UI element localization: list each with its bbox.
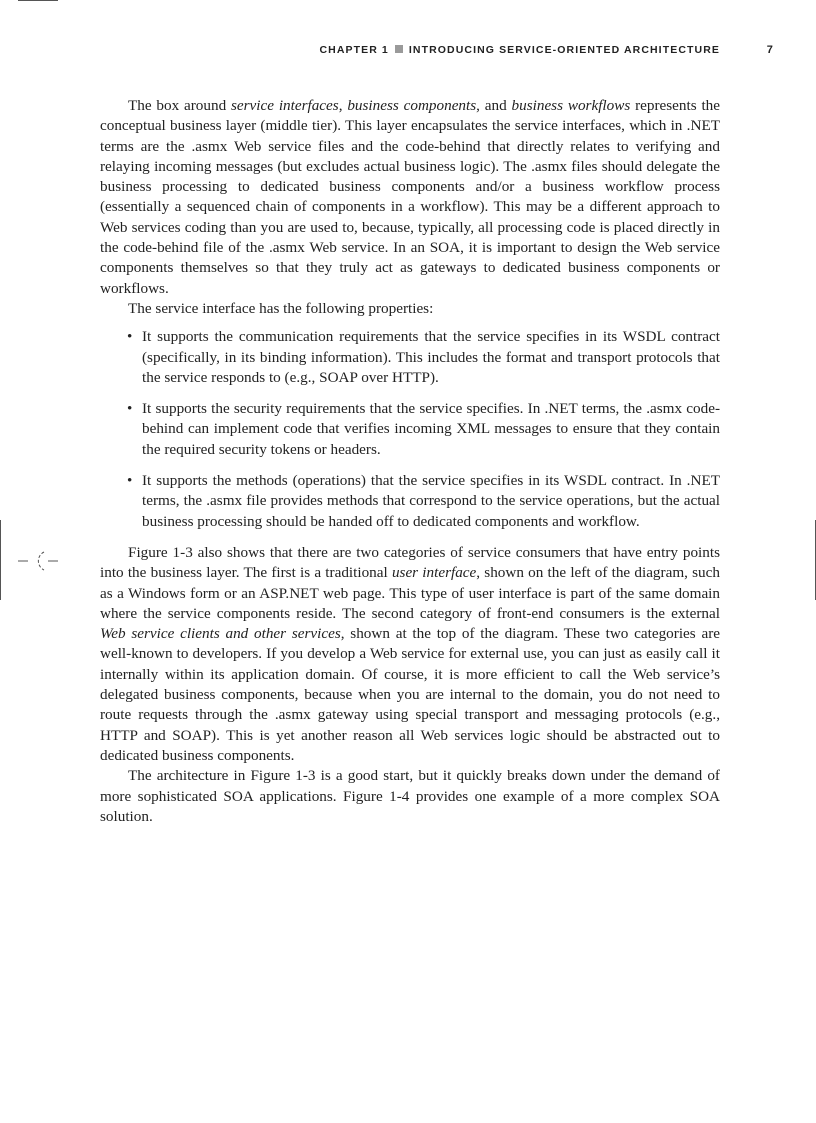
crop-mark-left: [0, 520, 1, 600]
crop-mark-top: [18, 0, 58, 1]
emphasis: user interface: [391, 564, 477, 582]
list-item: [100, 399, 720, 460]
chapter-label: CHAPTER 1: [319, 44, 389, 56]
bullet-icon: •: [127, 400, 133, 418]
list-item-text: It supports the methods (operations) that the service specifies in its WSDL contract. In .NET terms, the .asmx file provides methods that correspond to the service operations, but the actual business processing should be handed off to dedicated components and workflow.: [142, 472, 720, 530]
emphasis: business workflows: [511, 97, 631, 114]
paragraph-1: [100, 96, 720, 299]
page-body: [100, 96, 720, 827]
list-item: [100, 471, 720, 532]
paragraph-4: The architecture in Figure 1-3 is a good start, but it quickly breaks down under the demand of more sophisticated SOA applications. Figure 1-4 provides one example of a more complex SOA solution.: [100, 767, 720, 825]
text-run: , shown at the top of the diagram. These two categories are well-known to developers. If you develop a Web service for external use, you can just as easily call it internally within its application domain. Of course, it is more efficient to call the Web service’s delegated business components, because when you are internal to the domain, you do not need to route requests through the .asmx gateway using special transport and messaging protocols (e.g., HTTP and SOAP). This is yet another reason all Web services logic should be abstracted out to dedicated business components.: [100, 625, 720, 764]
emphasis: business components: [347, 97, 477, 114]
chapter-title: INTRODUCING SERVICE-ORIENTED ARCHITECTURE: [408, 44, 720, 56]
properties-list: [100, 327, 720, 532]
emphasis: service interfaces: [231, 97, 339, 114]
text-run: Figure 1-3 also shows that there are two categories of service consumers that have entry points into the business layer. The first is a traditional: [100, 543, 720, 582]
text-run: represents the conceptual business layer (middle tier). This layer encapsulates the service interfaces, which in .NET terms are the .asmx Web service files and the code-behind that directly relates to verifying and relaying incoming messages (but excludes actual business logic). The .asmx files should delegate the business processing to dedicated business components and/or a business workflow process (essentially a sequenced chain of components in a workflow). This may be a different approach to Web services coding than you are used to, because, typically, all processing code is placed directly in the code-behind file of the .asmx Web service. In an SOA, it is important to design the Web service components themselves so that they truly act as gateways to dedicated business components or workflows.: [100, 97, 721, 297]
text-run: , and: [476, 97, 512, 114]
bullet-icon: •: [127, 328, 133, 346]
list-item-text: It supports the communication requirements that the service specifies in its WSDL contract (specifically, in its binding information). This includes the format and transport protocols that the service responds to (e.g., SOAP over HTTP).: [142, 328, 720, 386]
paragraph-2: The service interface has the following properties:: [128, 299, 434, 317]
page-number: 7: [766, 44, 774, 56]
registration-mark-icon: [18, 548, 58, 574]
emphasis: Web service clients and other services: [100, 625, 341, 643]
bullet-icon: •: [127, 472, 133, 490]
list-item: [100, 327, 720, 388]
paragraph-3: [100, 543, 720, 766]
text-run: The box around: [128, 97, 231, 114]
running-header: [100, 44, 776, 60]
text-run: ,: [338, 97, 348, 114]
text-run: , shown on the left of the diagram, such as a Windows form or an ASP.NET web page. This type of user interface is part of the same domain where the service components reside. The second category of front-end consumers is the external: [100, 564, 720, 622]
square-separator-icon: [395, 45, 403, 53]
list-item-text: It supports the security requirements that the service specifies. In .NET terms, the .asmx code-behind can implement code that verifies incoming XML messages to ensure that they contain the required security tokens or headers.: [142, 400, 720, 458]
chapter-heading: [319, 44, 720, 56]
